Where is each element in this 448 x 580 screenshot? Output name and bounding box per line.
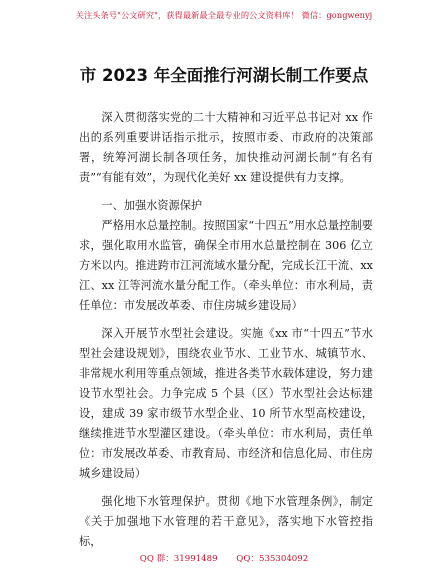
footer-qq: QQ：535304092: [236, 554, 309, 564]
document-title: 市 2023 年全面推行河湖长制工作要点: [79, 66, 369, 85]
document-body: [79, 108, 373, 552]
header-banner: 关注头条号"公文研究"，获得最新最全最专业的公文资料库！ 微信：gongwenyj: [75, 10, 373, 20]
paragraph-intro: 深入贯彻落实党的二十大精神和习近平总书记对 xx 作出的系列重要讲话指示批示，按照市委、市政府的决策部署，统筹河湖长制各项任务，加快推动河湖长制“有名有责”“有能有效”，为现代化美好 xx 建设提供有力支撑。: [79, 111, 373, 184]
section-heading: 一、加强水资源保护: [101, 199, 203, 212]
paragraph-groundwater: 强化地下水管理保护。贯彻《地下水管理条例》，制定《关于加强地下水管理的若干意见》，落实地下水管控指标，: [79, 495, 373, 548]
paragraph-water-total: 严格用水总量控制。按照国家“十四五”用水总量控制要求，强化取用水监管，确保全市用水总量控制在 306 亿立方米以内。推进跨市江河流域水量分配，完成长江干流、xx 江、xx 江等河流水量分配工作。（牵头单位：市水利局，责任单位：市发展改革委、市住房城乡建设局）: [79, 219, 373, 312]
paragraph-water-saving: 深入开展节水型社会建设。实施《xx 市“十四五”节水型社会建设规划》，围绕农业节水、工业节水、城镇节水、非常规水利用等重点领域，推进各类节水载体建设，努力建设节水型社会。力争完成 5 个县（区）节水型社会达标建设，建成 39 家市级节水型企业、10 所节水型高校建设，继续推进节水型灌区建设。（牵头单位：市水利局，责任单位：市发展改革委、市教育局、市经济和信息化局、市住房城乡建设局）: [79, 327, 373, 480]
footer-qq-group: QQ 群：31991489: [139, 554, 218, 564]
footer-banner: [0, 552, 448, 564]
